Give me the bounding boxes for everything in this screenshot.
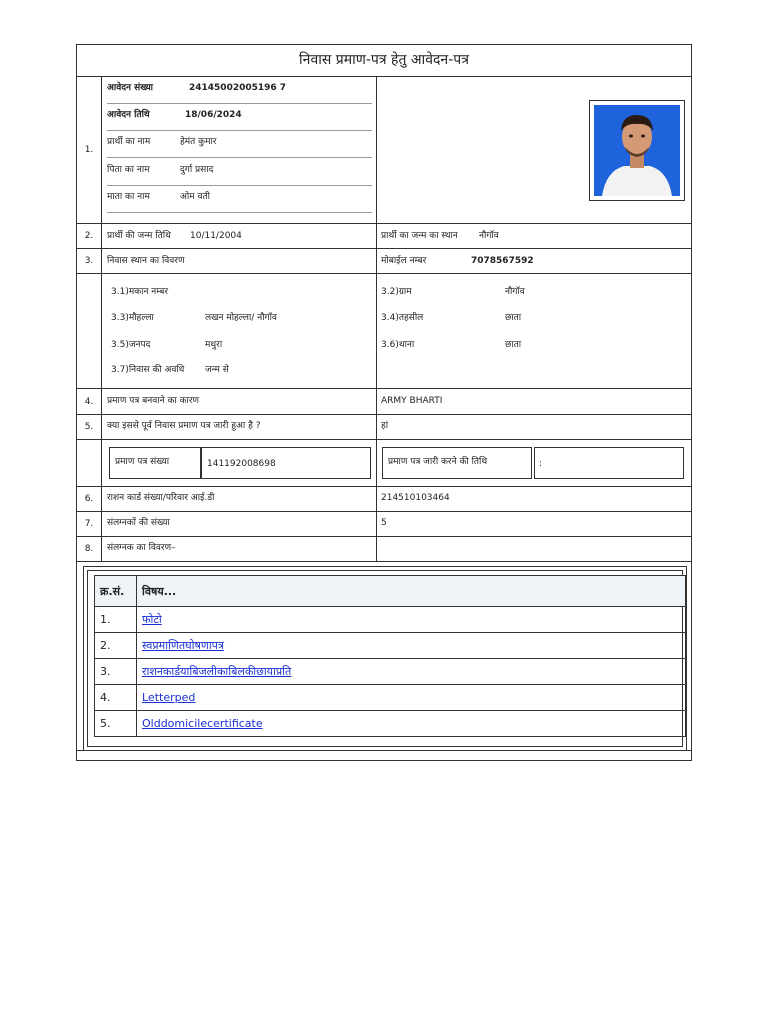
application-date-label: आवेदन तिथि [107,110,150,120]
attachments-header-row [95,576,686,607]
district-label: 3.5)जनपद [111,340,151,350]
table-row [95,607,686,633]
mohalla-value: लखन मोहल्ला/ नौगॉव [205,313,277,323]
birthplace-label: प्रार्थी का जन्म का स्थान [381,231,458,241]
certificate-date: : [539,459,543,469]
row-number-4: 4. [84,397,94,407]
applicant-name-label: प्रार्थी का नाम [107,137,151,147]
row-number-8: 8. [84,544,94,554]
mobile-value: 7078567592 [471,256,534,266]
application-number: 24145002005196 7 [189,83,287,93]
mother-name: ओम वती [180,192,210,202]
reason-label: प्रमाण पत्र बनवाने का कारण [107,396,200,406]
father-name-label: पिता का नाम [107,165,150,175]
mohalla-label: 3.3)मौहल्ला [111,313,154,323]
column-header-sn: क्र.सं. [95,576,137,607]
certificate-number-box [201,447,371,479]
row-number-6: 6. [84,494,94,504]
attachment-sn: 3. [95,659,137,685]
attachments-count-label: संलग्नकों की संख्या [107,518,170,528]
residence-label: निवास स्थान का विवरण [107,256,185,266]
certificate-number-label-box [109,447,201,479]
village-label: 3.2)ग्राम [381,287,412,297]
row-number-3: 3. [84,256,94,266]
tehsil-label: 3.4)तहसील [381,313,424,323]
attachment-link-letterped[interactable]: Letterped [142,691,196,704]
previous-certificate-label: क्या इससे पूर्व निवास प्रमाण पत्र जारी हुआ है ? [107,421,261,431]
attachment-sn: 2. [95,633,137,659]
certificate-number-label: प्रमाण पत्र संख्या [115,457,170,467]
duration-label: 3.7)निवास की अवधि [111,365,185,375]
table-row [95,659,686,685]
dob-label: प्रार्थी की जन्म तिथि [107,231,171,241]
row-number-7: 7. [84,519,94,529]
attachment-link-old-domicile[interactable]: Olddomicilecertificate [142,717,263,730]
attachments-table-frame [83,566,687,751]
mobile-label: मोबाईल नम्बर [381,256,427,266]
certificate-date-label-box [382,447,532,479]
attachments-detail-label: संलग्नक का विवरण– [107,543,176,553]
application-form [76,44,692,761]
table-row [95,711,686,737]
attachment-sn: 4. [95,685,137,711]
column-header-subject: विषय... [137,576,686,607]
thana-label: 3.6)थाना [381,340,415,350]
attachments-count-value: 5 [381,518,387,528]
attachment-link-self-declaration[interactable]: स्वप्रमाणितघोषणापत्र [142,639,224,652]
attachments-table [94,575,686,737]
applicant-name: हेमंत कुमार [180,137,217,147]
mother-name-label: माता का नाम [107,192,150,202]
application-date: 18/06/2024 [185,110,242,120]
row-number-1: 1. [84,145,94,155]
duration-value: जन्म से [205,365,229,375]
ration-card-label: राशन कार्ड संख्या/परिवार आई.डी [107,493,215,503]
attachment-link-ration-or-electricity[interactable]: राशनकार्डयाबिजलीकाबिलकीछायाप्रति [142,665,292,678]
applicant-photo [594,105,680,196]
attachment-link-photo[interactable]: फोटो [142,613,162,626]
house-label: 3.1)मकान नम्बर [111,287,169,297]
certificate-date-label: प्रमाण पत्र जारी करने की तिथि [388,457,488,467]
table-row [95,633,686,659]
form-title: निवास प्रमाण-पत्र हेतु आवेदन-पत्र [299,52,469,68]
birthplace-value: नौगॉव [479,231,499,241]
district-value: मथुरा [205,340,223,350]
table-row [95,685,686,711]
application-number-label: आवेदन संख्या [107,83,154,93]
father-name: दुर्गा प्रसाद [180,165,214,175]
tehsil-value: छाता [505,313,522,323]
ration-card-value: 214510103464 [381,493,450,503]
dob-value: 10/11/2004 [190,231,242,241]
certificate-date-box [534,447,684,479]
thana-value: छाता [505,340,522,350]
row-number-2: 2. [84,231,94,241]
applicant-photo-frame [589,100,685,201]
village-value: नौगॉव [505,287,525,297]
attachment-sn: 5. [95,711,137,737]
certificate-number: 141192008698 [207,459,276,469]
previous-certificate-value: हां [381,421,389,431]
attachment-sn: 1. [95,607,137,633]
row-number-5: 5. [84,422,94,432]
reason-value: ARMY BHARTI [381,396,443,406]
